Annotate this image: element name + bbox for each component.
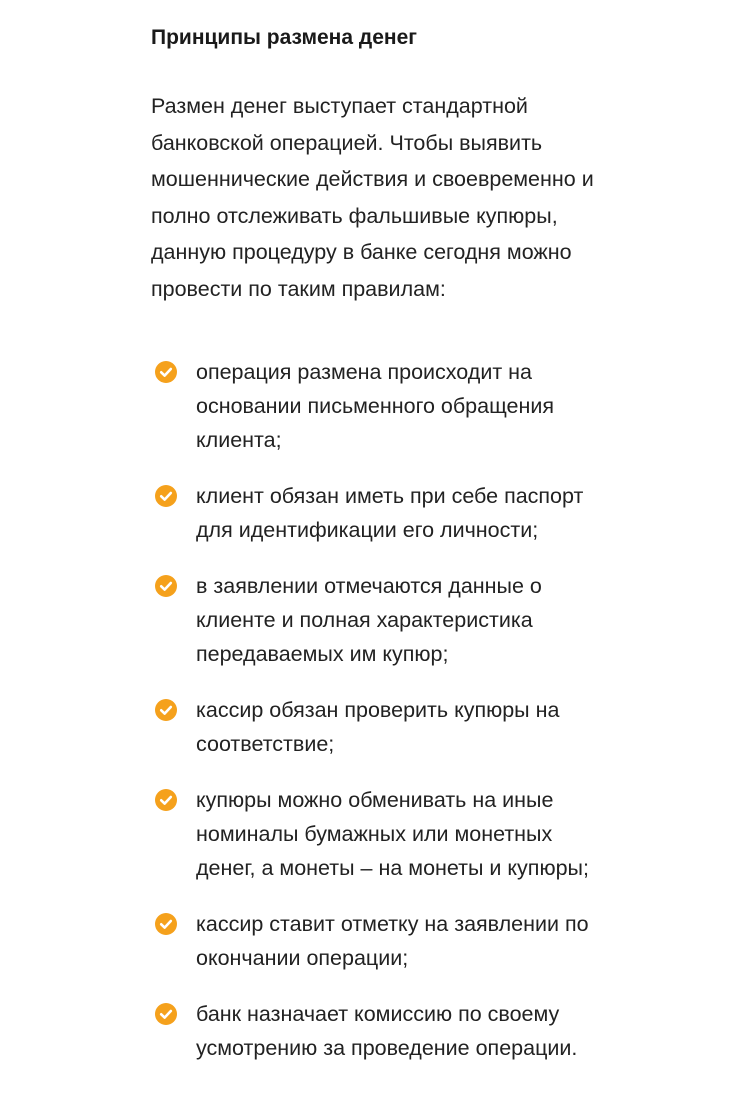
list-item-line: соответствие; [196,731,335,756]
list-item-line: клиенте и полная характеристика [196,607,533,632]
list-item-line: кассир ставит отметку на заявлении по [196,911,589,936]
intro-line: полно отслеживать фальшивые купюры, [151,203,558,228]
list-item-line: операция размена происходит на [196,359,533,384]
check-circle-icon [155,1003,177,1025]
check-circle-icon [155,485,177,507]
list-item [151,355,660,457]
list-item [151,783,660,885]
list-item-line: денег, а монеты – на монеты и купюры; [196,855,589,880]
check-circle-icon [155,913,177,935]
list-item-line: кассир обязан проверить купюры на [196,697,560,722]
list-item-line: в заявлении отмечаются данные о [196,573,542,598]
rules-list [151,355,660,1065]
list-item-line: окончании операции; [196,945,409,970]
list-item-line: банк назначает комиссию по своему [196,1001,560,1026]
list-item [151,997,660,1065]
intro-line: Размен денег выступает стандартной [151,94,528,118]
list-item-line: передаваемых им купюр; [196,641,449,666]
check-circle-icon [155,575,177,597]
list-item [151,693,660,761]
intro-line: банковской операцией. Чтобы выявить [151,130,543,155]
check-circle-icon [155,789,177,811]
list-item [151,569,660,671]
list-item-line: усмотрению за проведение операции. [196,1035,578,1060]
list-item [151,907,660,975]
intro-line: провести по таким правилам: [151,276,446,301]
section-heading: Принципы размена денег [151,26,417,49]
list-item-line: основании письменного обращения [196,393,555,418]
intro-line: данную процедуру в банке сегодня можно [151,240,572,265]
list-item-line: номиналы бумажных или монетных [196,821,553,846]
list-item-line: клиента; [196,427,282,452]
list-item [151,479,660,547]
list-item-line: для идентификации его личности; [196,517,539,542]
list-item-line: купюры можно обменивать на иные [196,787,554,812]
check-circle-icon [155,361,177,383]
intro-line: мошеннические действия и своевременно и [151,167,594,192]
list-item-line: клиент обязан иметь при себе паспорт [196,483,584,508]
intro-paragraph [151,88,651,308]
check-circle-icon [155,699,177,721]
